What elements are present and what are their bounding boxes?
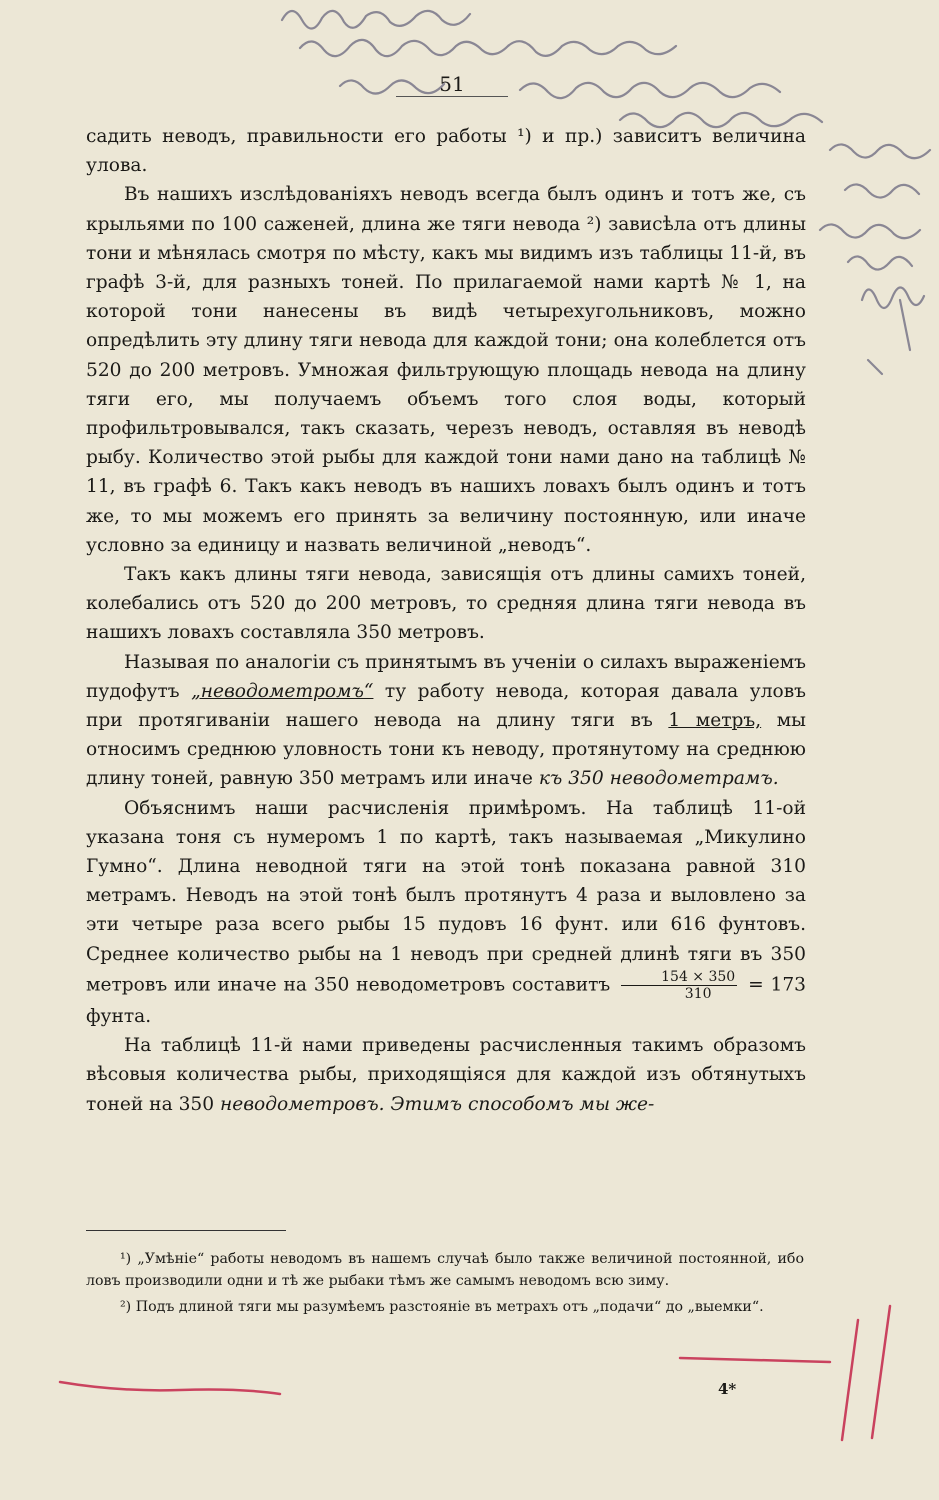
paragraph: Въ нашихъ изслѣдованіяхъ неводъ всегда былъ одинъ и тотъ же, съ крыльями по 100 саженей, длина же тяги невода ²) зависѣла отъ длины тони и мѣнялась смотря по мѣсту, какъ мы видимъ изъ таблицы 11-й, въ графѣ 3-й, для разныхъ тоней. По прилагаемой нами картѣ № 1, на которой тони нанесены въ видѣ четырехугольниковъ, можно опредѣлить эту длину тяги невода для каждой тони; она колеблется отъ 520 до 200 метровъ. Умножая фильтрующую площадь невода на длину тяги его, мы получаемъ объемъ того слоя воды, который профильтровывался, такъ сказать, черезъ неводъ, оставляя въ неводѣ рыбу. Количество этой рыбы для каждой тони нами дано на таблицѣ № 11, въ графѣ 6. Такъ какъ неводъ въ нашихъ ловахъ былъ одинъ и тотъ же, то мы можемъ его принять за величину постоянную, или иначе условно за единицу и назвать величиной „неводъ“. <box>86 184 806 556</box>
fraction <box>621 969 737 1002</box>
text-run-italic: неводометровъ. Этимъ способомъ мы же- <box>219 1093 655 1115</box>
page-number-rule <box>396 96 508 97</box>
term-one-metre: 1 метръ, <box>668 710 762 732</box>
footnotes <box>86 1248 804 1322</box>
paragraph <box>86 794 806 1031</box>
paragraph <box>86 1031 806 1119</box>
fraction-numerator: 154 × 350 <box>621 969 737 986</box>
footnote: ²) Подъ длиной тяги мы разумѣемъ разстояніе въ метрахъ отъ „подачи“ до „выемки“. <box>120 1299 764 1315</box>
text-run: На таблицѣ 11-й нами приведены расчисленныя такимъ образомъ вѣсовыя количества рыбы, приходящіяся для каждой изъ обтянутыхъ тоней на 350 <box>86 1035 806 1115</box>
text-run: = 173 фунта. <box>86 974 806 1027</box>
text-run: Объяснимъ наши расчисленія примѣромъ. На таблицѣ 11-ой указана тоня съ нумеромъ 1 по картѣ, такъ называемая „Микулино Гумно“. Длина неводной тяги на этой тонѣ показана равной 310 метрамъ. Неводъ на этой тонѣ былъ протянутъ 4 раза и выловлено за эти четыре раза всего рыбы 15 пудовъ 16 фунт. или 616 фунтовъ. Среднее количество рыбы на 1 неводъ при средней длинѣ тяги въ 350 метровъ или иначе на 350 неводометровъ составитъ <box>86 797 806 996</box>
paragraph: садить неводъ, правильности его работы ¹) и пр.) зависитъ величина улова. <box>86 126 806 177</box>
text-run: Называя по аналогіи съ принятымъ въ ученіи о силахъ выраженіемъ пудофутъ <box>86 651 806 702</box>
footnote: ¹) „Умѣніе“ работы неводомъ въ нашемъ случаѣ было также величиной постоянной, ибо ловъ производили одни и тѣ же рыбаки тѣмъ же самымъ неводомъ всю зиму. <box>86 1251 804 1289</box>
paragraph <box>86 648 806 794</box>
footnote-rule <box>86 1230 286 1231</box>
fraction-denominator: 310 <box>684 985 712 1002</box>
text-run: ту работу невода, которая давала уловъ при протягиваніи нашего невода на длину тяги въ <box>86 680 806 732</box>
red-pencil-marks <box>0 1300 939 1500</box>
term-nevodometr: „неводометромъ“ <box>191 680 374 702</box>
paragraph: Такъ какъ длины тяги невода, зависящія отъ длины самихъ тоней, колебались отъ 520 до 200 метровъ, то средняя длина тяги невода въ нашихъ ловахъ составляла 350 метровъ. <box>86 564 806 644</box>
term-350-nevodometr: къ 350 неводометрамъ. <box>538 768 779 790</box>
signature-mark: 4* <box>718 1380 737 1398</box>
body-text <box>86 122 806 1119</box>
page-number: 51 <box>439 72 465 96</box>
text-run: мы относимъ среднюю уловность тони къ неводу, протянутому на среднюю длину тоней, равную 350 метрамъ или иначе <box>86 710 806 790</box>
